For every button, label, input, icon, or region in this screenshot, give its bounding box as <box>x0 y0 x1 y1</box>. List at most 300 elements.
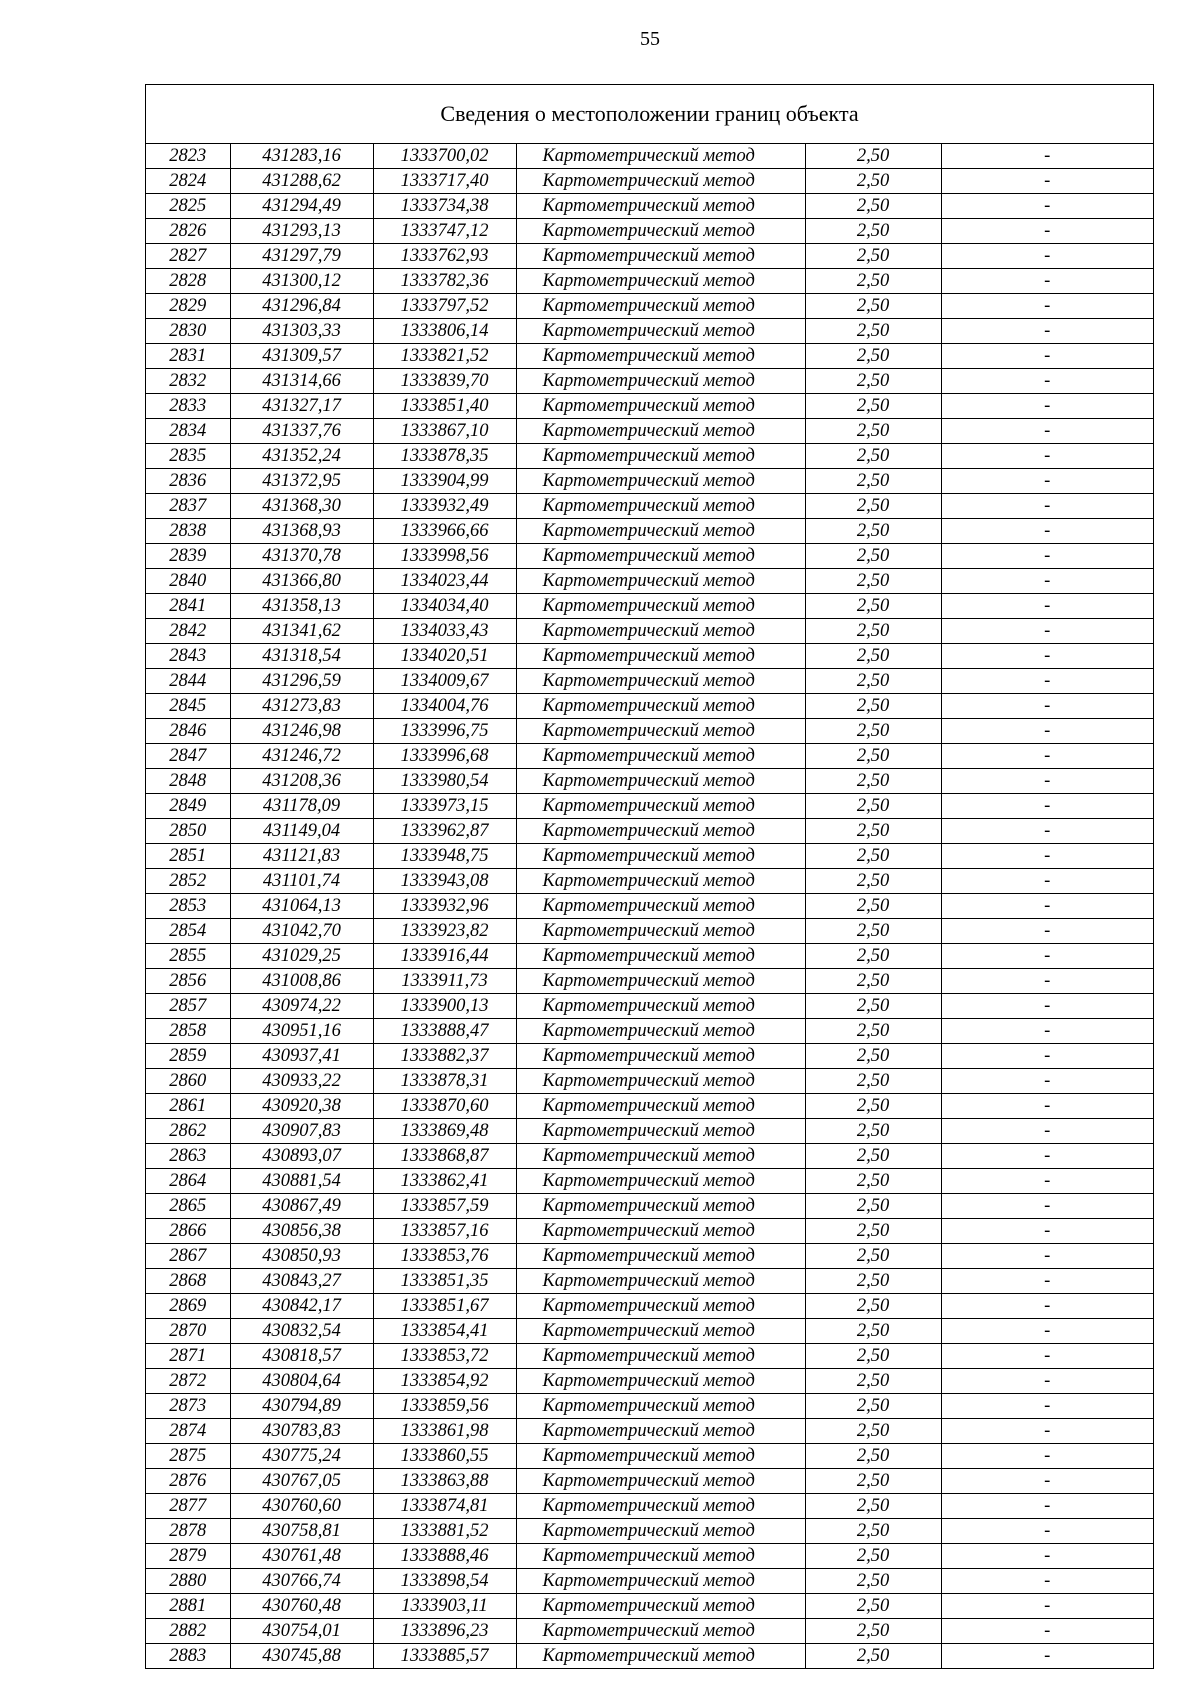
accuracy-cell: 2,50 <box>805 919 941 944</box>
note-cell: - <box>941 1219 1153 1244</box>
x-coordinate-cell: 430818,57 <box>230 1344 373 1369</box>
x-coordinate-cell: 431246,98 <box>230 719 373 744</box>
note-cell: - <box>941 1519 1153 1544</box>
x-coordinate-cell: 431029,25 <box>230 944 373 969</box>
point-number-cell: 2844 <box>146 669 230 694</box>
x-coordinate-cell: 430804,64 <box>230 1369 373 1394</box>
y-coordinate-cell: 1334034,40 <box>373 594 516 619</box>
note-cell: - <box>941 144 1153 169</box>
y-coordinate-cell: 1333998,56 <box>373 544 516 569</box>
y-coordinate-cell: 1333747,12 <box>373 219 516 244</box>
point-number-cell: 2872 <box>146 1369 230 1394</box>
method-cell: Картометрический метод <box>516 169 805 194</box>
note-cell: - <box>941 394 1153 419</box>
y-coordinate-cell: 1333932,96 <box>373 894 516 919</box>
table-row <box>146 294 1153 319</box>
table-row <box>146 1119 1153 1144</box>
table-row <box>146 319 1153 344</box>
x-coordinate-cell: 430832,54 <box>230 1319 373 1344</box>
table-row <box>146 244 1153 269</box>
accuracy-cell: 2,50 <box>805 544 941 569</box>
accuracy-cell: 2,50 <box>805 1469 941 1494</box>
note-cell: - <box>941 1119 1153 1144</box>
note-cell: - <box>941 194 1153 219</box>
note-cell: - <box>941 1069 1153 1094</box>
note-cell: - <box>941 894 1153 919</box>
note-cell: - <box>941 519 1153 544</box>
y-coordinate-cell: 1333973,15 <box>373 794 516 819</box>
x-coordinate-cell: 430933,22 <box>230 1069 373 1094</box>
note-cell: - <box>941 1594 1153 1619</box>
accuracy-cell: 2,50 <box>805 1169 941 1194</box>
accuracy-cell: 2,50 <box>805 1269 941 1294</box>
accuracy-cell: 2,50 <box>805 419 941 444</box>
table-row <box>146 1519 1153 1544</box>
note-cell: - <box>941 319 1153 344</box>
x-coordinate-cell: 431296,59 <box>230 669 373 694</box>
method-cell: Картометрический метод <box>516 1494 805 1519</box>
x-coordinate-cell: 431372,95 <box>230 469 373 494</box>
point-number-cell: 2836 <box>146 469 230 494</box>
method-cell: Картометрический метод <box>516 269 805 294</box>
accuracy-cell: 2,50 <box>805 1119 941 1144</box>
method-cell: Картометрический метод <box>516 194 805 219</box>
y-coordinate-cell: 1333857,59 <box>373 1194 516 1219</box>
x-coordinate-cell: 431366,80 <box>230 569 373 594</box>
point-number-cell: 2868 <box>146 1269 230 1294</box>
point-number-cell: 2847 <box>146 744 230 769</box>
note-cell: - <box>941 294 1153 319</box>
x-coordinate-cell: 431358,13 <box>230 594 373 619</box>
accuracy-cell: 2,50 <box>805 869 941 894</box>
x-coordinate-cell: 430907,83 <box>230 1119 373 1144</box>
table-row <box>146 994 1153 1019</box>
accuracy-cell: 2,50 <box>805 1244 941 1269</box>
method-cell: Картометрический метод <box>516 919 805 944</box>
accuracy-cell: 2,50 <box>805 1594 941 1619</box>
table-title: Сведения о местоположении границ объекта <box>146 85 1153 144</box>
method-cell: Картометрический метод <box>516 669 805 694</box>
y-coordinate-cell: 1333762,93 <box>373 244 516 269</box>
note-cell: - <box>941 1369 1153 1394</box>
x-coordinate-cell: 431318,54 <box>230 644 373 669</box>
method-cell: Картометрический метод <box>516 219 805 244</box>
y-coordinate-cell: 1333904,99 <box>373 469 516 494</box>
note-cell: - <box>941 869 1153 894</box>
x-coordinate-cell: 430761,48 <box>230 1544 373 1569</box>
method-cell: Картометрический метод <box>516 1344 805 1369</box>
note-cell: - <box>941 844 1153 869</box>
y-coordinate-cell: 1333911,73 <box>373 969 516 994</box>
method-cell: Картометрический метод <box>516 619 805 644</box>
y-coordinate-cell: 1333874,81 <box>373 1494 516 1519</box>
table-row <box>146 819 1153 844</box>
x-coordinate-cell: 431370,78 <box>230 544 373 569</box>
y-coordinate-cell: 1333980,54 <box>373 769 516 794</box>
method-cell: Картометрический метод <box>516 1544 805 1569</box>
method-cell: Картометрический метод <box>516 1444 805 1469</box>
x-coordinate-cell: 430760,48 <box>230 1594 373 1619</box>
y-coordinate-cell: 1333916,44 <box>373 944 516 969</box>
page-number: 55 <box>640 28 660 50</box>
method-cell: Картометрический метод <box>516 1194 805 1219</box>
method-cell: Картометрический метод <box>516 294 805 319</box>
table-row <box>146 1544 1153 1569</box>
accuracy-cell: 2,50 <box>805 594 941 619</box>
x-coordinate-cell: 431296,84 <box>230 294 373 319</box>
method-cell: Картометрический метод <box>516 394 805 419</box>
point-number-cell: 2841 <box>146 594 230 619</box>
accuracy-cell: 2,50 <box>805 1069 941 1094</box>
method-cell: Картометрический метод <box>516 1594 805 1619</box>
y-coordinate-cell: 1333854,41 <box>373 1319 516 1344</box>
x-coordinate-cell: 431314,66 <box>230 369 373 394</box>
table-row <box>146 1069 1153 1094</box>
method-cell: Картометрический метод <box>516 969 805 994</box>
method-cell: Картометрический метод <box>516 569 805 594</box>
accuracy-cell: 2,50 <box>805 1494 941 1519</box>
x-coordinate-cell: 430843,27 <box>230 1269 373 1294</box>
y-coordinate-cell: 1334023,44 <box>373 569 516 594</box>
table-row <box>146 369 1153 394</box>
accuracy-cell: 2,50 <box>805 1294 941 1319</box>
table-row <box>146 394 1153 419</box>
accuracy-cell: 2,50 <box>805 1194 941 1219</box>
point-number-cell: 2856 <box>146 969 230 994</box>
method-cell: Картометрический метод <box>516 1469 805 1494</box>
point-number-cell: 2837 <box>146 494 230 519</box>
x-coordinate-cell: 430951,16 <box>230 1019 373 1044</box>
note-cell: - <box>941 1244 1153 1269</box>
y-coordinate-cell: 1333863,88 <box>373 1469 516 1494</box>
table-row <box>146 1419 1153 1444</box>
table-row <box>146 1394 1153 1419</box>
point-number-cell: 2881 <box>146 1594 230 1619</box>
point-number-cell: 2875 <box>146 1444 230 1469</box>
note-cell: - <box>941 1569 1153 1594</box>
point-number-cell: 2869 <box>146 1294 230 1319</box>
accuracy-cell: 2,50 <box>805 1319 941 1344</box>
point-number-cell: 2858 <box>146 1019 230 1044</box>
method-cell: Картометрический метод <box>516 1294 805 1319</box>
point-number-cell: 2853 <box>146 894 230 919</box>
accuracy-cell: 2,50 <box>805 494 941 519</box>
table-row <box>146 719 1153 744</box>
point-number-cell: 2831 <box>146 344 230 369</box>
point-number-cell: 2840 <box>146 569 230 594</box>
coordinates-table <box>146 144 1153 1668</box>
y-coordinate-cell: 1333839,70 <box>373 369 516 394</box>
y-coordinate-cell: 1333888,47 <box>373 1019 516 1044</box>
note-cell: - <box>941 944 1153 969</box>
note-cell: - <box>941 644 1153 669</box>
point-number-cell: 2864 <box>146 1169 230 1194</box>
method-cell: Картометрический метод <box>516 1119 805 1144</box>
x-coordinate-cell: 430850,93 <box>230 1244 373 1269</box>
point-number-cell: 2852 <box>146 869 230 894</box>
table-row <box>146 1469 1153 1494</box>
note-cell: - <box>941 1194 1153 1219</box>
method-cell: Картометрический метод <box>516 369 805 394</box>
accuracy-cell: 2,50 <box>805 519 941 544</box>
point-number-cell: 2857 <box>146 994 230 1019</box>
note-cell: - <box>941 619 1153 644</box>
accuracy-cell: 2,50 <box>805 994 941 1019</box>
accuracy-cell: 2,50 <box>805 394 941 419</box>
point-number-cell: 2839 <box>146 544 230 569</box>
table-row <box>146 1094 1153 1119</box>
x-coordinate-cell: 431368,30 <box>230 494 373 519</box>
note-cell: - <box>941 569 1153 594</box>
table-row <box>146 769 1153 794</box>
y-coordinate-cell: 1333869,48 <box>373 1119 516 1144</box>
method-cell: Картометрический метод <box>516 519 805 544</box>
point-number-cell: 2838 <box>146 519 230 544</box>
x-coordinate-cell: 430767,05 <box>230 1469 373 1494</box>
y-coordinate-cell: 1333853,76 <box>373 1244 516 1269</box>
x-coordinate-cell: 431064,13 <box>230 894 373 919</box>
note-cell: - <box>941 1144 1153 1169</box>
point-number-cell: 2871 <box>146 1344 230 1369</box>
note-cell: - <box>941 1469 1153 1494</box>
note-cell: - <box>941 219 1153 244</box>
point-number-cell: 2846 <box>146 719 230 744</box>
note-cell: - <box>941 269 1153 294</box>
y-coordinate-cell: 1333868,87 <box>373 1144 516 1169</box>
x-coordinate-cell: 431042,70 <box>230 919 373 944</box>
y-coordinate-cell: 1333900,13 <box>373 994 516 1019</box>
accuracy-cell: 2,50 <box>805 1544 941 1569</box>
method-cell: Картометрический метод <box>516 1019 805 1044</box>
accuracy-cell: 2,50 <box>805 1219 941 1244</box>
point-number-cell: 2829 <box>146 294 230 319</box>
table-row <box>146 944 1153 969</box>
table-row <box>146 1319 1153 1344</box>
accuracy-cell: 2,50 <box>805 1644 941 1669</box>
accuracy-cell: 2,50 <box>805 144 941 169</box>
y-coordinate-cell: 1333717,40 <box>373 169 516 194</box>
x-coordinate-cell: 431327,17 <box>230 394 373 419</box>
point-number-cell: 2867 <box>146 1244 230 1269</box>
accuracy-cell: 2,50 <box>805 1619 941 1644</box>
method-cell: Картометрический метод <box>516 1569 805 1594</box>
x-coordinate-cell: 430775,24 <box>230 1444 373 1469</box>
note-cell: - <box>941 1419 1153 1444</box>
accuracy-cell: 2,50 <box>805 244 941 269</box>
method-cell: Картометрический метод <box>516 1169 805 1194</box>
table-row <box>146 544 1153 569</box>
accuracy-cell: 2,50 <box>805 344 941 369</box>
accuracy-cell: 2,50 <box>805 1019 941 1044</box>
y-coordinate-cell: 1333966,66 <box>373 519 516 544</box>
table-row <box>146 969 1153 994</box>
y-coordinate-cell: 1333700,02 <box>373 144 516 169</box>
method-cell: Картометрический метод <box>516 594 805 619</box>
table-row <box>146 1444 1153 1469</box>
method-cell: Картометрический метод <box>516 1069 805 1094</box>
y-coordinate-cell: 1333996,68 <box>373 744 516 769</box>
table-row <box>146 469 1153 494</box>
y-coordinate-cell: 1333923,82 <box>373 919 516 944</box>
x-coordinate-cell: 430745,88 <box>230 1644 373 1669</box>
point-number-cell: 2861 <box>146 1094 230 1119</box>
y-coordinate-cell: 1333881,52 <box>373 1519 516 1544</box>
y-coordinate-cell: 1333867,10 <box>373 419 516 444</box>
accuracy-cell: 2,50 <box>805 644 941 669</box>
note-cell: - <box>941 344 1153 369</box>
note-cell: - <box>941 544 1153 569</box>
note-cell: - <box>941 1444 1153 1469</box>
x-coordinate-cell: 430937,41 <box>230 1044 373 1069</box>
note-cell: - <box>941 719 1153 744</box>
y-coordinate-cell: 1333861,98 <box>373 1419 516 1444</box>
note-cell: - <box>941 919 1153 944</box>
method-cell: Картометрический метод <box>516 1219 805 1244</box>
note-cell: - <box>941 369 1153 394</box>
table-row <box>146 669 1153 694</box>
accuracy-cell: 2,50 <box>805 469 941 494</box>
point-number-cell: 2835 <box>146 444 230 469</box>
table-row <box>146 1019 1153 1044</box>
point-number-cell: 2830 <box>146 319 230 344</box>
point-number-cell: 2878 <box>146 1519 230 1544</box>
method-cell: Картометрический метод <box>516 1094 805 1119</box>
note-cell: - <box>941 1394 1153 1419</box>
table-row <box>146 1569 1153 1594</box>
method-cell: Картометрический метод <box>516 894 805 919</box>
table-row <box>146 219 1153 244</box>
method-cell: Картометрический метод <box>516 1044 805 1069</box>
method-cell: Картометрический метод <box>516 1644 805 1669</box>
method-cell: Картометрический метод <box>516 1369 805 1394</box>
point-number-cell: 2848 <box>146 769 230 794</box>
point-number-cell: 2855 <box>146 944 230 969</box>
note-cell: - <box>941 1294 1153 1319</box>
method-cell: Картометрический метод <box>516 419 805 444</box>
x-coordinate-cell: 430867,49 <box>230 1194 373 1219</box>
y-coordinate-cell: 1333870,60 <box>373 1094 516 1119</box>
point-number-cell: 2843 <box>146 644 230 669</box>
point-number-cell: 2874 <box>146 1419 230 1444</box>
method-cell: Картометрический метод <box>516 944 805 969</box>
method-cell: Картометрический метод <box>516 769 805 794</box>
x-coordinate-cell: 431337,76 <box>230 419 373 444</box>
accuracy-cell: 2,50 <box>805 1344 941 1369</box>
x-coordinate-cell: 431303,33 <box>230 319 373 344</box>
accuracy-cell: 2,50 <box>805 719 941 744</box>
accuracy-cell: 2,50 <box>805 169 941 194</box>
y-coordinate-cell: 1333896,23 <box>373 1619 516 1644</box>
point-number-cell: 2862 <box>146 1119 230 1144</box>
point-number-cell: 2854 <box>146 919 230 944</box>
x-coordinate-cell: 430758,81 <box>230 1519 373 1544</box>
y-coordinate-cell: 1333797,52 <box>373 294 516 319</box>
table-row <box>146 744 1153 769</box>
method-cell: Картометрический метод <box>516 994 805 1019</box>
table-row <box>146 344 1153 369</box>
boundary-table <box>145 84 1154 1669</box>
x-coordinate-cell: 430794,89 <box>230 1394 373 1419</box>
method-cell: Картометрический метод <box>516 719 805 744</box>
point-number-cell: 2828 <box>146 269 230 294</box>
y-coordinate-cell: 1333948,75 <box>373 844 516 869</box>
y-coordinate-cell: 1333878,35 <box>373 444 516 469</box>
note-cell: - <box>941 819 1153 844</box>
y-coordinate-cell: 1333882,37 <box>373 1044 516 1069</box>
x-coordinate-cell: 430783,83 <box>230 1419 373 1444</box>
x-coordinate-cell: 431294,49 <box>230 194 373 219</box>
method-cell: Картометрический метод <box>516 444 805 469</box>
accuracy-cell: 2,50 <box>805 1519 941 1544</box>
point-number-cell: 2851 <box>146 844 230 869</box>
x-coordinate-cell: 431178,09 <box>230 794 373 819</box>
x-coordinate-cell: 431293,13 <box>230 219 373 244</box>
x-coordinate-cell: 431341,62 <box>230 619 373 644</box>
method-cell: Картометрический метод <box>516 319 805 344</box>
table-row <box>146 1294 1153 1319</box>
method-cell: Картометрический метод <box>516 694 805 719</box>
point-number-cell: 2823 <box>146 144 230 169</box>
note-cell: - <box>941 419 1153 444</box>
y-coordinate-cell: 1334020,51 <box>373 644 516 669</box>
y-coordinate-cell: 1333854,92 <box>373 1369 516 1394</box>
point-number-cell: 2834 <box>146 419 230 444</box>
accuracy-cell: 2,50 <box>805 294 941 319</box>
point-number-cell: 2827 <box>146 244 230 269</box>
method-cell: Картометрический метод <box>516 494 805 519</box>
method-cell: Картометрический метод <box>516 344 805 369</box>
y-coordinate-cell: 1334033,43 <box>373 619 516 644</box>
point-number-cell: 2825 <box>146 194 230 219</box>
x-coordinate-cell: 431121,83 <box>230 844 373 869</box>
accuracy-cell: 2,50 <box>805 1369 941 1394</box>
method-cell: Картометрический метод <box>516 1419 805 1444</box>
point-number-cell: 2863 <box>146 1144 230 1169</box>
table-row <box>146 419 1153 444</box>
y-coordinate-cell: 1333943,08 <box>373 869 516 894</box>
note-cell: - <box>941 1544 1153 1569</box>
note-cell: - <box>941 969 1153 994</box>
table-row <box>146 869 1153 894</box>
table-row <box>146 144 1153 169</box>
accuracy-cell: 2,50 <box>805 194 941 219</box>
accuracy-cell: 2,50 <box>805 619 941 644</box>
table-body <box>146 144 1153 1668</box>
point-number-cell: 2879 <box>146 1544 230 1569</box>
x-coordinate-cell: 430881,54 <box>230 1169 373 1194</box>
x-coordinate-cell: 431008,86 <box>230 969 373 994</box>
x-coordinate-cell: 430754,01 <box>230 1619 373 1644</box>
note-cell: - <box>941 769 1153 794</box>
accuracy-cell: 2,50 <box>805 569 941 594</box>
accuracy-cell: 2,50 <box>805 444 941 469</box>
method-cell: Картометрический метод <box>516 869 805 894</box>
table-row <box>146 919 1153 944</box>
note-cell: - <box>941 244 1153 269</box>
accuracy-cell: 2,50 <box>805 769 941 794</box>
x-coordinate-cell: 431368,93 <box>230 519 373 544</box>
point-number-cell: 2876 <box>146 1469 230 1494</box>
x-coordinate-cell: 431246,72 <box>230 744 373 769</box>
accuracy-cell: 2,50 <box>805 1144 941 1169</box>
y-coordinate-cell: 1333851,40 <box>373 394 516 419</box>
table-row <box>146 794 1153 819</box>
table-row <box>146 169 1153 194</box>
note-cell: - <box>941 794 1153 819</box>
accuracy-cell: 2,50 <box>805 794 941 819</box>
x-coordinate-cell: 430920,38 <box>230 1094 373 1119</box>
method-cell: Картометрический метод <box>516 1269 805 1294</box>
